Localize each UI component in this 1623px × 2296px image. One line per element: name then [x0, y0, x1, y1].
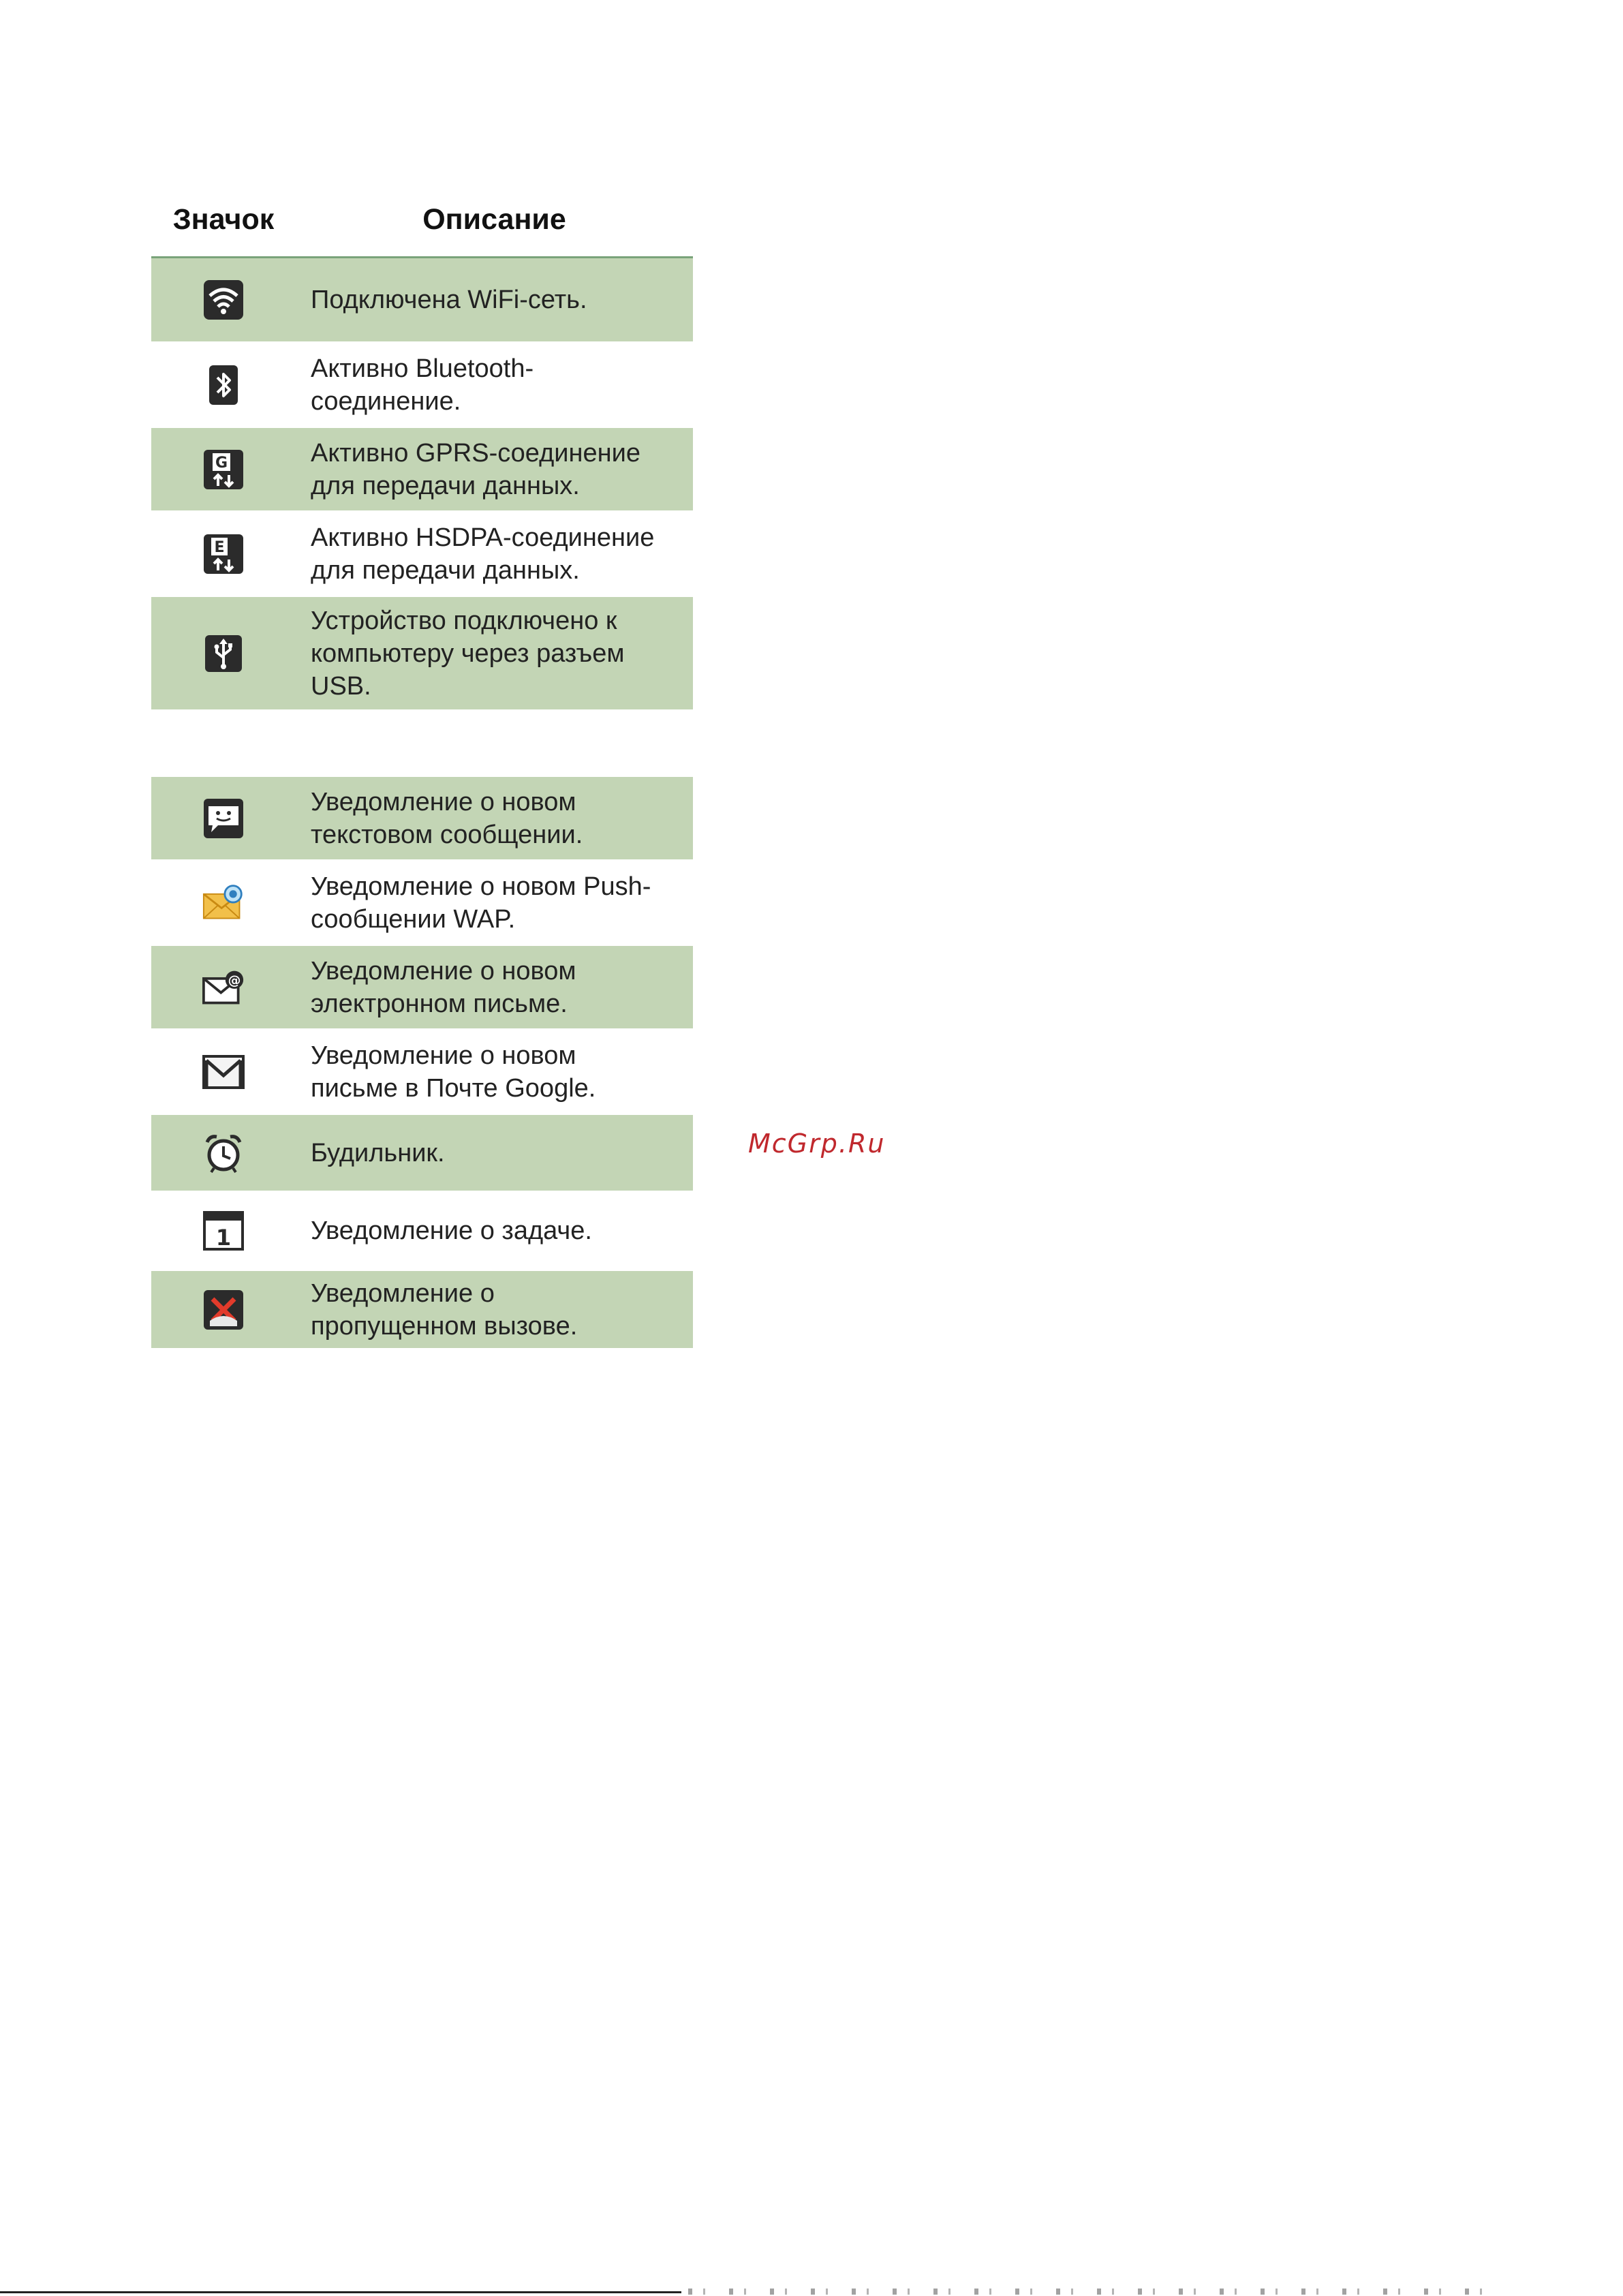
header-icon-column: Значок — [172, 202, 275, 236]
wap-push-icon — [202, 882, 245, 924]
usb-icon — [202, 632, 245, 675]
row-description: Уведомление о пропущенном вызове. — [311, 1279, 578, 1341]
gprs-icon — [202, 448, 245, 491]
footer-scan-noise — [688, 2289, 1506, 2295]
table-row — [151, 343, 693, 428]
table-row — [151, 258, 693, 343]
row-description: Уведомление о новом Push- сообщении WAP. — [311, 872, 651, 934]
watermark-text: McGrp.Ru — [748, 1129, 886, 1159]
row-description: Уведомление о задаче. — [311, 1216, 592, 1245]
row-description: Будильник. — [311, 1138, 445, 1167]
table-header — [151, 183, 693, 258]
row-description: Активно GPRS-соединение для передачи данных. — [311, 438, 640, 500]
row-description: Уведомление о новом электронном письме. — [311, 956, 576, 1018]
table-row — [151, 512, 693, 597]
table-row — [151, 946, 693, 1030]
table-row — [151, 1115, 693, 1193]
missed-call-icon — [202, 1289, 245, 1331]
svg-text:@: @ — [228, 973, 241, 988]
row-description: Уведомление о новом письме в Почте Google. — [311, 1041, 596, 1103]
table-row — [151, 1271, 693, 1350]
row-description: Активно Bluetooth- соединение. — [311, 354, 534, 416]
icon-table-notifications — [151, 777, 693, 1350]
header-description-column: Описание — [422, 202, 566, 236]
table-row — [151, 861, 693, 946]
hsdpa-icon — [202, 533, 245, 575]
row-description: Устройство подключено к компьютеру через разъем USB. — [311, 606, 625, 701]
row-description: Активно HSDPA-соединение для передачи данных. — [311, 523, 655, 585]
row-description: Подключена WiFi-сеть. — [311, 286, 587, 314]
icon-table-connections — [151, 183, 693, 711]
table-row — [151, 777, 693, 861]
table-row — [151, 1030, 693, 1115]
gmail-icon — [202, 1051, 245, 1093]
calendar-icon — [202, 1210, 245, 1252]
svg-text:E: E — [214, 538, 225, 556]
footer-rule — [0, 2291, 681, 2293]
svg-text:1: 1 — [215, 1225, 232, 1251]
sms-icon — [202, 797, 245, 840]
bluetooth-icon — [202, 364, 245, 406]
table-row — [151, 1193, 693, 1271]
table-row — [151, 597, 693, 711]
svg-text:G: G — [215, 454, 228, 472]
email-icon — [202, 966, 245, 1009]
row-description: Уведомление о новом текстовом сообщении. — [311, 787, 583, 849]
table-row — [151, 428, 693, 512]
alarm-icon — [202, 1132, 245, 1174]
wifi-icon — [202, 279, 245, 321]
